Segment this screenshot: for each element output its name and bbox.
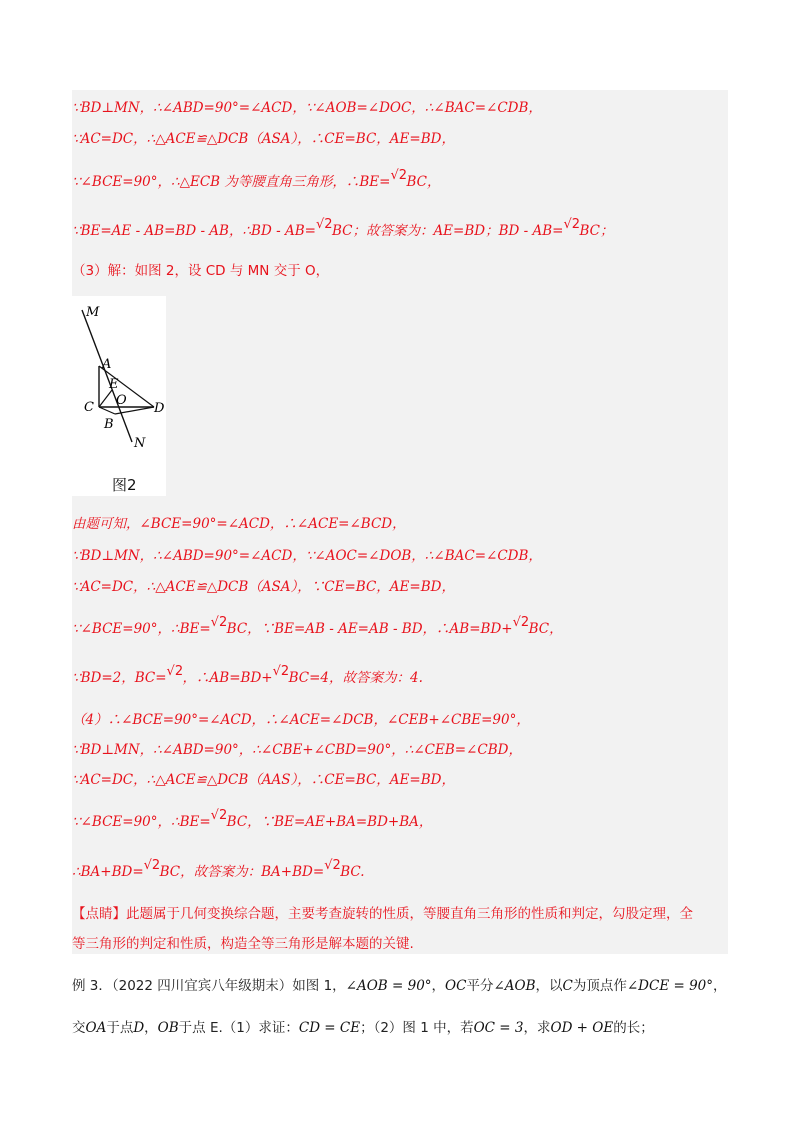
label-d: D bbox=[154, 401, 165, 416]
label-n: N bbox=[134, 436, 146, 451]
label-a: A bbox=[102, 357, 112, 372]
example-3-line-2: 交OA于点D，OB于点 E.（1）求证：CD = CE；（2）图 1 中，若OC = 3，求OD + OE的长； bbox=[72, 1020, 654, 1036]
label-o: O bbox=[116, 393, 127, 408]
label-m: M bbox=[86, 305, 100, 320]
solution-line: ∵BD⊥MN，∴∠ABD=90°=∠ACD，∵∠AOC=∠DOB，∴∠BAC=∠CDB， bbox=[72, 548, 542, 564]
segment-bd bbox=[115, 407, 154, 414]
solution-line: ∵AC=DC，∴△ACE≌△DCB（ASA），∴CE=BC，AE=BD， bbox=[72, 131, 455, 147]
geometry-figure bbox=[72, 296, 166, 496]
solution-line: （4）∴∠BCE=90°=∠ACD，∴∠ACE=∠DCB，∠CEB+∠CBE=90°， bbox=[72, 712, 530, 728]
label-b: B bbox=[104, 417, 114, 432]
label-e: E bbox=[109, 377, 119, 392]
solution-line: ∵BD⊥MN，∴∠ABD=90°，∴∠CBE+∠CBD=90°，∴∠CEB=∠CBD， bbox=[72, 742, 522, 758]
comment-tag: 【点睛】 bbox=[72, 906, 126, 922]
solution-line: ∵BE=AE - AB=BD - AB，∴BD - AB= √2 BC；故答案为：AE=BD；BD - AB= √2 BC； bbox=[72, 217, 614, 239]
figure-caption: 图2 bbox=[112, 476, 137, 494]
solution-line: ∵AC=DC，∴△ACE≌△DCB（ASA），∵CE=BC，AE=BD， bbox=[72, 579, 455, 595]
solution-line: ∵∠BCE=90°，∴BE= √2 BC，∵BE=AE+BA=BD+BA， bbox=[72, 808, 433, 830]
example-3-line-1: 例 3．（2022 四川宜宾八年级期末）如图 1，∠AOB = 90°，OC平分∠AOB，以C为顶点作∠DCE = 90°， bbox=[72, 978, 727, 994]
solution-line: ∴BA+BD= √2 BC，故答案为：BA+BD= √2 BC. bbox=[72, 858, 365, 880]
comment-line: 【点睛】此题属于几何变换综合题，主要考查旋转的性质，等腰直角三角形的性质和判定，勾股定理，全 bbox=[72, 906, 693, 922]
figure-2 bbox=[72, 296, 166, 496]
label-c: C bbox=[84, 400, 94, 415]
solution-line: ∵BD⊥MN，∴∠ABD=90°=∠ACD，∵∠AOB=∠DOC，∴∠BAC=∠CDB， bbox=[72, 100, 542, 116]
comment-line: 等三角形的判定和性质，构造全等三角形是解本题的关键. bbox=[72, 936, 414, 952]
solution-line: ∵AC=DC，∴△ACE≌△DCB（AAS），∴CE=BC，AE=BD， bbox=[72, 772, 455, 788]
solution-line: （3）解：如图 2，设 CD 与 MN 交于 O， bbox=[72, 263, 330, 279]
segment-cb bbox=[99, 407, 115, 414]
solution-line: 由题可知，∠BCE=90°=∠ACD，∴∠ACE=∠BCD， bbox=[72, 516, 406, 532]
solution-line: ∵∠BCE=90°，∴BE= √2 BC，∵BE=AB - AE=AB - BD，∴AB=BD+ √2 BC， bbox=[72, 615, 563, 637]
segment-ce bbox=[99, 390, 112, 407]
solution-line: ∵∠BCE=90°，∴△ECB 为等腰直角三角形，∴BE= √2 BC， bbox=[72, 168, 441, 190]
solution-line: ∵BD=2，BC= √2 ，∴AB=BD+ √2 BC=4，故答案为：4. bbox=[72, 664, 423, 686]
